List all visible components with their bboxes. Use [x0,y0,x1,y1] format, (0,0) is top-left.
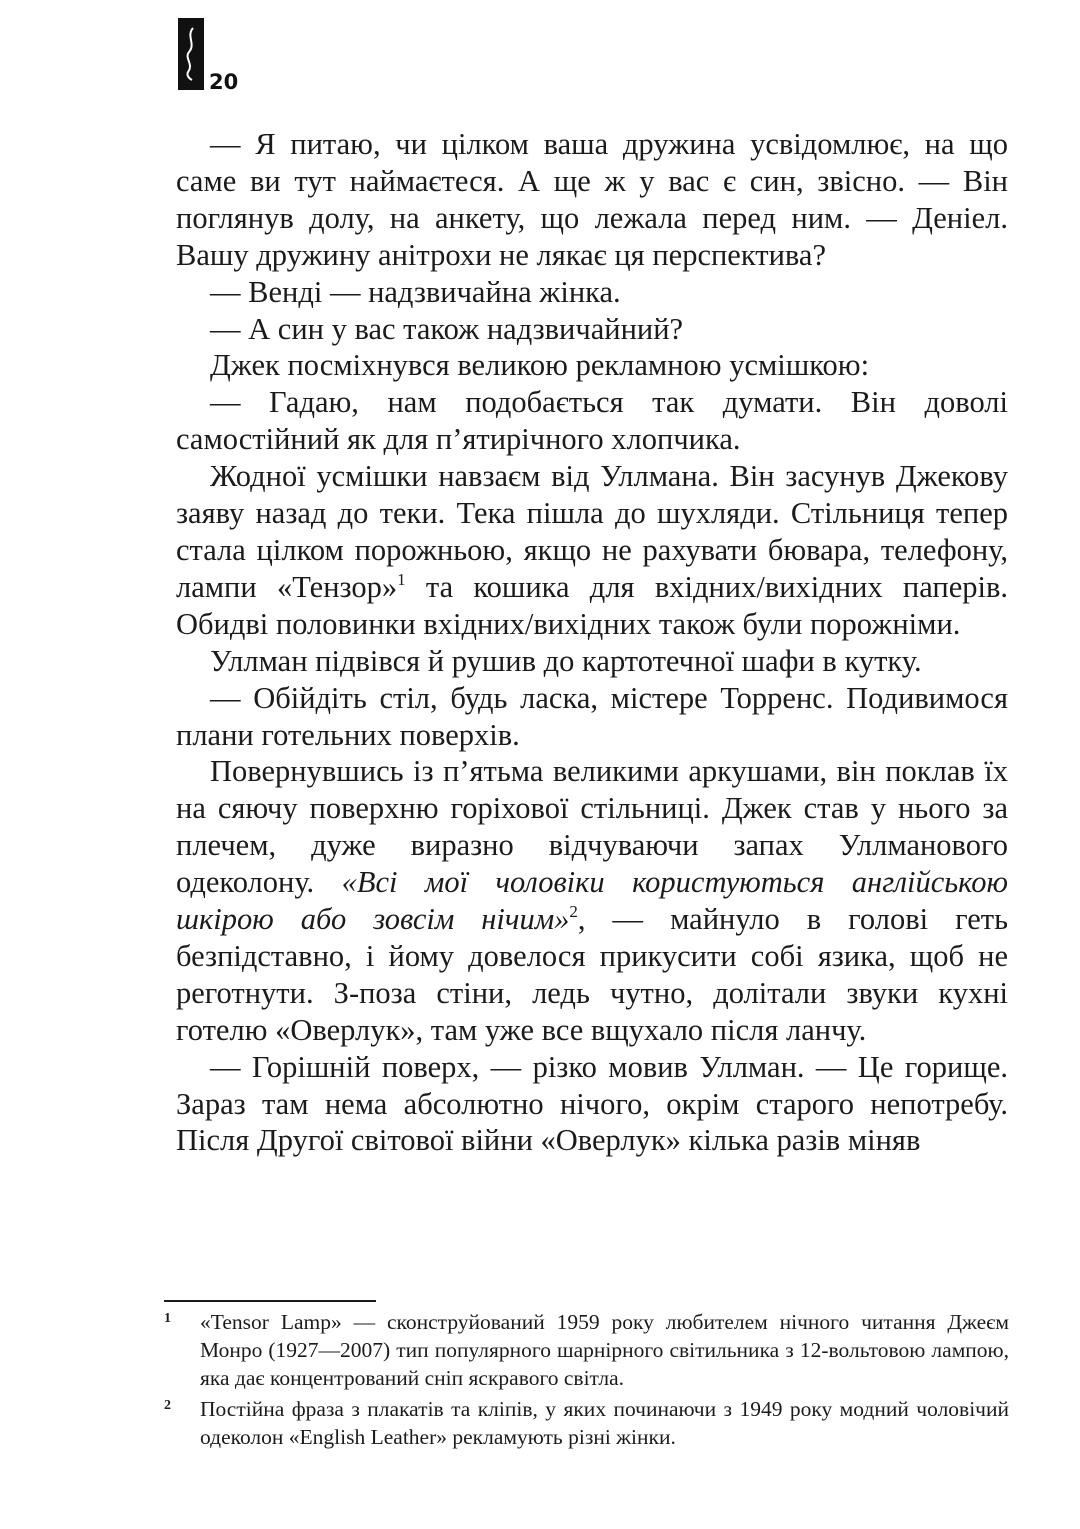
page-number: 20 [209,70,239,94]
footnotes [164,1308,1009,1454]
footnote [164,1308,1009,1392]
paragraph-text: Повернувшись із п’ятьма великими аркушами, він поклав їх на сяючу поверхню горіхової стільниці. Джек став у нього за плечем, дуже виразно відчуваючи запах Уллманового одеколону. [176,754,1008,900]
paragraph-text: , — майнуло в голові геть безпідставно, і йому довелося прикусити собі язика, щоб не реготнути. З-поза стіни, ледь чутно, долітали звуки кухні готелю «Оверлук», там уже все вщухало після ланчу. [176,902,1008,1047]
footnote-number: 2 [164,1398,171,1413]
footnote-number: 1 [164,1311,171,1326]
paragraph-text: Жодної усмішки навзаєм від Уллмана. Він засунув Джекову заяву назад до теки. Тека пішла до шухляди. Стільниця тепер стала цілком порожньою, якщо не рахувати бювара, телефону, лампи «Тензор» [176,459,1008,604]
footnote-ref[interactable]: 1 [397,569,406,589]
paragraph: — Гадаю, нам подобається так думати. Він доволі самостійний як для п’ятирічного хлопчика. [176,385,1008,457]
footnote-text: «Tensor Lamp» — сконструйований 1959 року любителем нічного читання Джеєм Монро (1927—2007) тип популярного шарнірного світильника з 12-вольтовою лампою, яка дає концентрований сніп яскравого світла. [200,1310,1009,1390]
paragraph: Джек посміхнувся великою рекламною усмішкою: [210,348,870,383]
italic-quote: «Всі мої чоловіки користуються англійською шкірою або зовсім нічим» [176,865,1008,937]
paragraph-text: та кошика для вхідних/вихідних паперів. Обидві половинки вхідних/вихідних також були порожніми. [176,569,1008,641]
footnote-divider [164,1300,376,1302]
ornament-icon [182,26,200,82]
paragraph: — Обійдіть стіл, будь ласка, містере Торренс. Подивимося плани готельних поверхів. [176,680,1008,752]
paragraph: — А син у вас також надзвичайний? [210,311,684,346]
paragraph: Уллман підвівся й рушив до картотечної шафи в кутку. [210,643,922,678]
footnote-text: Постійна фраза з плакатів та кліпів, у яких починаючи з 1949 року модний чоловічий одеколон «English Leather» рекламують різні жінки. [200,1397,1009,1449]
paragraph: — Горішній поверх, — різко мовив Уллман. — Це горище. Зараз там нема абсолютно нічого, окрім старого непотребу. Після Другої світової війни «Оверлук» кілька разів міняв [176,1049,1008,1158]
main-text [176,126,1008,1159]
paragraph [176,458,1008,643]
page-number-tab [178,18,204,90]
footnote-ref[interactable]: 2 [569,902,578,922]
paragraph: — Венді — надзвичайна жінка. [210,274,621,309]
paragraph [176,753,1008,1048]
footnote [164,1395,1009,1451]
paragraph: — Я питаю, чи цілком ваша дружина усвідомлює, на що саме ви тут наймаєтеся. А ще ж у вас є син, звісно. — Він поглянув долу, на анкету, що лежала перед ним. — Деніел. Вашу дружину анітрохи не лякає ця перспектива? [176,127,1008,272]
